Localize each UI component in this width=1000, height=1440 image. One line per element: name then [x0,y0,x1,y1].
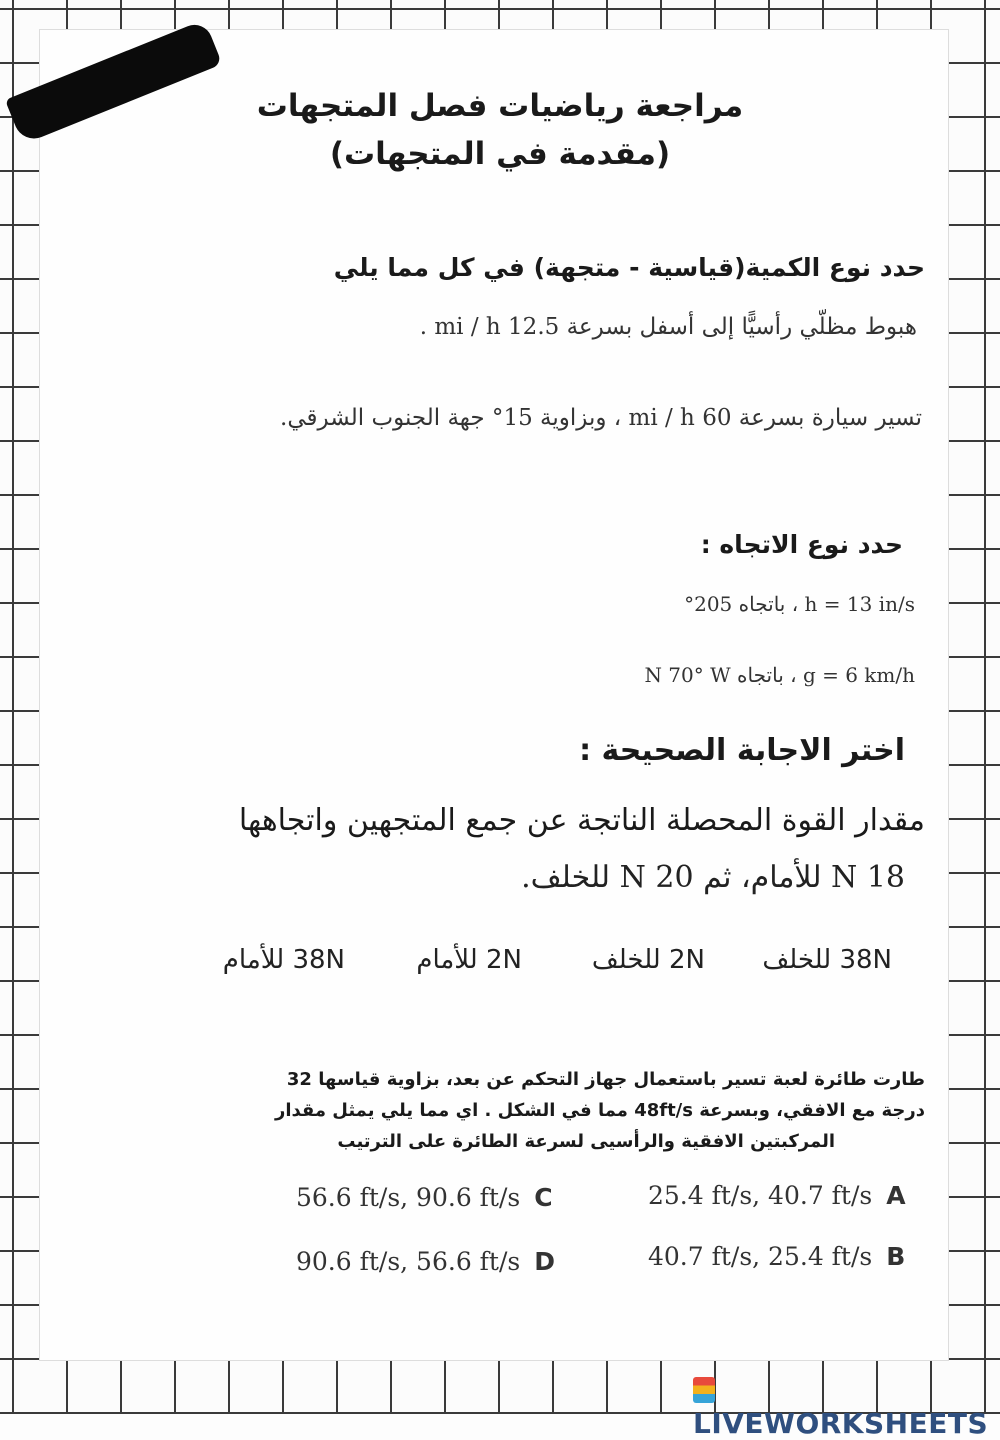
section2-item1: h = 13 in/s ، باتجاه 205° [684,592,915,616]
liveworksheets-icon [693,1377,715,1403]
choice-c-text: 56.6 ft/s, 90.6 ft/s [296,1183,521,1212]
section1-item1: هبوط مظلّي رأسيًّا إلى أسفل بسرعة 12.5 mi / h . [419,314,917,340]
section4-question-line2: درجة مع الافقي، وبسرعة 48ft/s مما في الشكل . اي مما يلي يمثل مقدار [274,1100,925,1121]
choice-a-text: 25.4 ft/s, 40.7 ft/s [648,1181,873,1210]
section2-item2: g = 6 km/h ، باتجاه N 70° W [644,663,915,687]
section4-question-line1: طارت طائرة لعبة تسير باستعمال جهاز التحكم عن بعد، بزاوية قياسها 32 [286,1069,925,1090]
choice-c[interactable] [296,1183,553,1212]
choice-d[interactable] [296,1247,555,1276]
option-2n-forward[interactable]: 2N للأمام [416,945,522,975]
section3-question-line2: 18 N للأمام، ثم 20 N للخلف. [521,860,905,895]
title-line-1: مراجعة رياضيات فصل المتجهات [256,88,744,124]
choice-a[interactable] [648,1181,906,1210]
section1-item2: تسير سيارة بسرعة 60 mi / h ، وبزاوية 15° جهة الجنوب الشرقي. [280,405,922,431]
option-2n-backward[interactable]: 2N للخلف [591,945,705,975]
choice-b-text: 40.7 ft/s, 25.4 ft/s [648,1242,873,1271]
section1-heading: حدد نوع الكمية(قياسية - متجهة) في كل مما يلي [333,253,925,282]
choice-b[interactable] [648,1242,905,1271]
section3-question-line1: مقدار القوة المحصلة الناتجة عن جمع المتجهين واتجاهها [238,803,925,838]
option-38n-forward[interactable]: 38N للأمام [222,945,345,975]
section3-heading: اختر الاجابة الصحيحة : [579,733,905,768]
worksheet-page [40,30,948,1360]
choice-d-letter: D [534,1247,555,1276]
choice-d-text: 90.6 ft/s, 56.6 ft/s [296,1247,521,1276]
choice-c-letter: C [534,1183,553,1212]
brand-text: LIVEWORKSHEETS [693,1407,989,1440]
choice-a-letter: A [886,1181,906,1210]
option-38n-backward[interactable]: 38N للخلف [762,945,892,975]
section2-heading: حدد نوع الاتجاه : [700,530,903,559]
choice-b-letter: B [886,1242,906,1271]
section4-question-line3: المركبتين الافقية والرأسيى لسرعة الطائرة على الترتيب [337,1131,835,1152]
title-line-2: (مقدمة في المتجهات) [329,136,671,172]
liveworksheets-logo [693,1374,1000,1440]
